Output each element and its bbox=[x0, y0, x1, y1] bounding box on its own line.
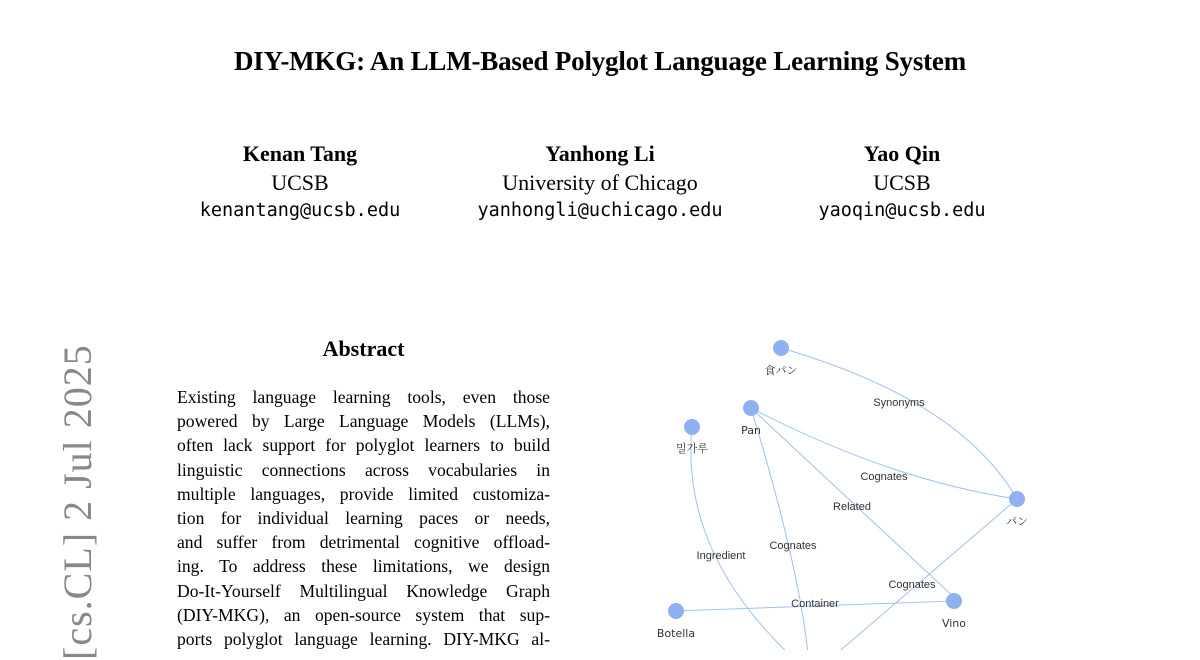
author-name: Yao Qin bbox=[863, 141, 941, 166]
knowledge-graph-figure bbox=[640, 320, 1060, 650]
abstract-line: linguistic connections across vocabularies in bbox=[177, 459, 550, 480]
node-botella[interactable] bbox=[668, 603, 684, 619]
edge-label-cognates: Cognates bbox=[888, 579, 936, 591]
author-name: Kenan Tang bbox=[242, 141, 358, 166]
author-email: yanhongli@uchicago.edu bbox=[477, 200, 723, 221]
author-email: yaoqin@ucsb.edu bbox=[818, 200, 986, 221]
abstract-body bbox=[177, 385, 550, 651]
author-affiliation: University of Chicago bbox=[502, 169, 698, 195]
abstract-heading: Abstract bbox=[322, 336, 405, 361]
node-pan-jp[interactable] bbox=[1009, 491, 1025, 507]
node-milgaru[interactable] bbox=[684, 419, 700, 435]
node-label-pan: Pan bbox=[741, 424, 761, 437]
abstract-line: often lack support for polyglot learners to build bbox=[177, 435, 550, 456]
node-label-vino: Vino bbox=[941, 617, 967, 630]
edge-cognates-pan-down bbox=[751, 408, 808, 650]
abstract-line: ports polyglot language learning. DIY-MKG al- bbox=[177, 628, 550, 649]
node-shokupan[interactable] bbox=[773, 340, 789, 356]
graph-edges bbox=[676, 348, 1017, 650]
paper-title: DIY-MKG: An LLM-Based Polyglot Language Learning System bbox=[233, 46, 967, 76]
arxiv-stamp: [cs.CL] 2 Jul 2025 bbox=[55, 344, 100, 660]
abstract-line: ing. To address these limitations, we design bbox=[177, 556, 550, 577]
edge-ingredient bbox=[691, 427, 790, 650]
edge-label-cognates: Cognates bbox=[769, 540, 817, 552]
abstract-line: multiple languages, provide limited customiza- bbox=[177, 483, 550, 504]
author-email: kenantang@ucsb.edu bbox=[199, 200, 401, 221]
edge-label-related: Related bbox=[833, 501, 871, 513]
graph-nodes bbox=[668, 340, 1025, 619]
author-name: Yanhong Li bbox=[545, 141, 655, 166]
author-block-2 bbox=[450, 140, 750, 226]
edge-label-container: Container bbox=[791, 598, 839, 610]
edge-cognates-pan-panjp bbox=[751, 408, 1017, 499]
node-label-pan-jp: パン bbox=[1006, 515, 1028, 528]
abstract-line: Existing language learning tools, even those bbox=[177, 387, 550, 407]
node-label-shokupan: 食パン bbox=[764, 364, 798, 377]
edge-label-ingredient: Ingredient bbox=[696, 550, 746, 562]
edge-cognates-panjp-down bbox=[835, 499, 1017, 650]
abstract-line: tion for individual learning paces or needs, bbox=[177, 507, 550, 528]
edge-labels bbox=[697, 397, 937, 610]
abstract-line: and suffer from detrimental cognitive offload- bbox=[177, 532, 550, 553]
node-vino[interactable] bbox=[946, 593, 962, 609]
author-affiliation: UCSB bbox=[271, 169, 329, 195]
author-block-3 bbox=[782, 140, 1022, 226]
node-label-milgaru: 밀가루 bbox=[676, 442, 708, 455]
node-pan[interactable] bbox=[743, 400, 759, 416]
author-block-1 bbox=[180, 140, 420, 226]
node-label-botella: Botella bbox=[656, 627, 696, 640]
abstract-line: (DIY-MKG), an open-source system that sup- bbox=[177, 604, 550, 625]
edge-label-cognates: Cognates bbox=[860, 471, 908, 483]
edge-label-synonyms: Synonyms bbox=[873, 397, 925, 409]
abstract-line: powered by Large Language Models (LLMs), bbox=[177, 411, 550, 432]
abstract-line: Do-It-Yourself Multilingual Knowledge Graph bbox=[177, 580, 550, 601]
author-affiliation: UCSB bbox=[873, 169, 931, 195]
